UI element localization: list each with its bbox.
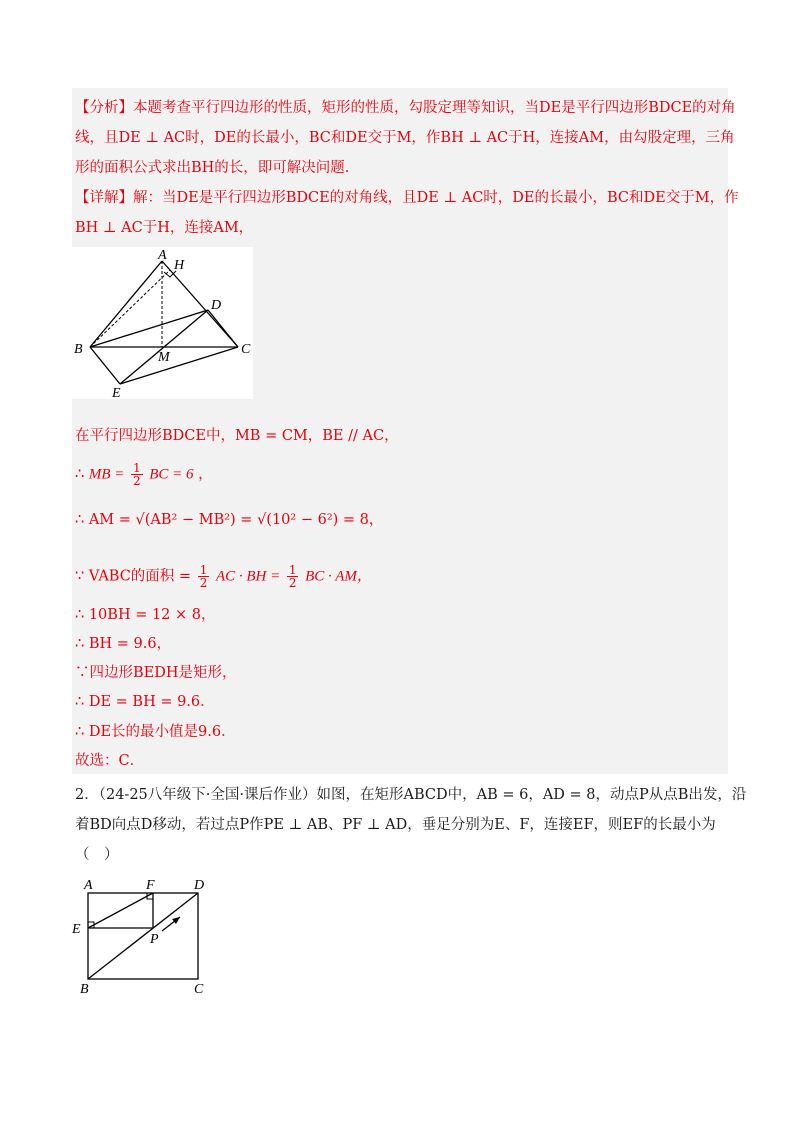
label-M: M bbox=[158, 350, 170, 365]
step-6: ∴ BH = 9.6， bbox=[75, 636, 172, 652]
label-P: P bbox=[150, 932, 159, 947]
question-2-options-bracket: （ ） bbox=[75, 847, 119, 863]
fraction-half-2 bbox=[287, 564, 299, 589]
fraction-denominator: 2 bbox=[132, 474, 141, 488]
label-B: B bbox=[80, 982, 89, 995]
detail-line-1: 【详解】解：当DE是平行四边形BDCE的对角线，且DE ⊥ AC时，DE的长最小，BC和DE交于M，作 bbox=[75, 190, 739, 206]
step-2-rhs: BC = 6 bbox=[149, 466, 194, 483]
label-A: A bbox=[84, 878, 93, 893]
detail-line-2: BH ⊥ AC于H，连接AM， bbox=[75, 220, 254, 236]
fraction-denominator: 2 bbox=[288, 576, 297, 590]
figure-parallelogram-diagram bbox=[72, 247, 253, 399]
label-E: E bbox=[72, 922, 81, 937]
label-D: D bbox=[194, 878, 205, 893]
question-2-line-2: 着BD向点D移动，若过点P作PE ⊥ AB、PF ⊥ AD，垂足分别为E、F，连接EF，则EF的长最小为 bbox=[75, 817, 716, 833]
step-4-end: BC · AM， bbox=[305, 568, 372, 585]
figure-rectangle-diagram bbox=[70, 873, 210, 995]
step-4 bbox=[75, 564, 372, 589]
step-5: ∴ 10BH = 12 × 8， bbox=[75, 607, 216, 623]
step-4-prefix: ∵ VABC的面积 = bbox=[75, 568, 192, 585]
label-C: C bbox=[241, 342, 251, 357]
analysis-line-1: 【分析】本题考查平行四边形的性质，矩形的性质，勾股定理等知识，当DE是平行四边形BDCE的对角 bbox=[75, 100, 736, 116]
fraction-numerator: 1 bbox=[132, 461, 141, 475]
analysis-line-2: 线，且DE ⊥ AC时，DE的长最小，BC和DE交于M，作BH ⊥ AC于H，连接AM，由勾股定理，三角 bbox=[75, 130, 735, 146]
step-2-lhs: MB = bbox=[88, 466, 125, 483]
fraction-half-1 bbox=[198, 564, 210, 589]
step-9: ∴ DE长的最小值是9.6． bbox=[75, 724, 236, 740]
step-8: ∴ DE = BH = 9.6． bbox=[75, 694, 215, 710]
step-2-end: ， bbox=[198, 466, 213, 483]
step-3: ∴ AM = √(AB² − MB²) = √(10² − 6²) = 8， bbox=[75, 512, 384, 528]
step-10-answer: 故选：C． bbox=[75, 753, 145, 769]
fraction-numerator: 1 bbox=[199, 563, 208, 577]
step-7: ∵四边形BEDH是矩形， bbox=[75, 665, 237, 681]
step-2 bbox=[75, 462, 213, 487]
label-C: C bbox=[194, 982, 204, 995]
question-2-line-1: 2．（24-25八年级下·全国·课后作业）如图，在矩形ABCD中，AB = 6，AD = 8，动点P从点B出发，沿 bbox=[75, 787, 747, 803]
fraction-denominator: 2 bbox=[199, 576, 208, 590]
label-H: H bbox=[174, 258, 185, 273]
label-E: E bbox=[112, 386, 121, 399]
therefore-symbol: ∴ bbox=[75, 466, 85, 483]
step-4-mid: AC · BH = bbox=[215, 568, 281, 585]
step-1: 在平行四边形BDCE中，MB = CM，BE // AC， bbox=[75, 428, 399, 444]
label-A: A bbox=[158, 248, 167, 263]
analysis-line-3: 形的面积公式求出BH的长，即可解决问题. bbox=[75, 160, 350, 176]
label-F: F bbox=[146, 878, 155, 893]
label-B: B bbox=[74, 342, 83, 357]
fraction-half bbox=[131, 462, 143, 487]
label-D: D bbox=[211, 298, 222, 313]
fraction-numerator: 1 bbox=[288, 563, 297, 577]
